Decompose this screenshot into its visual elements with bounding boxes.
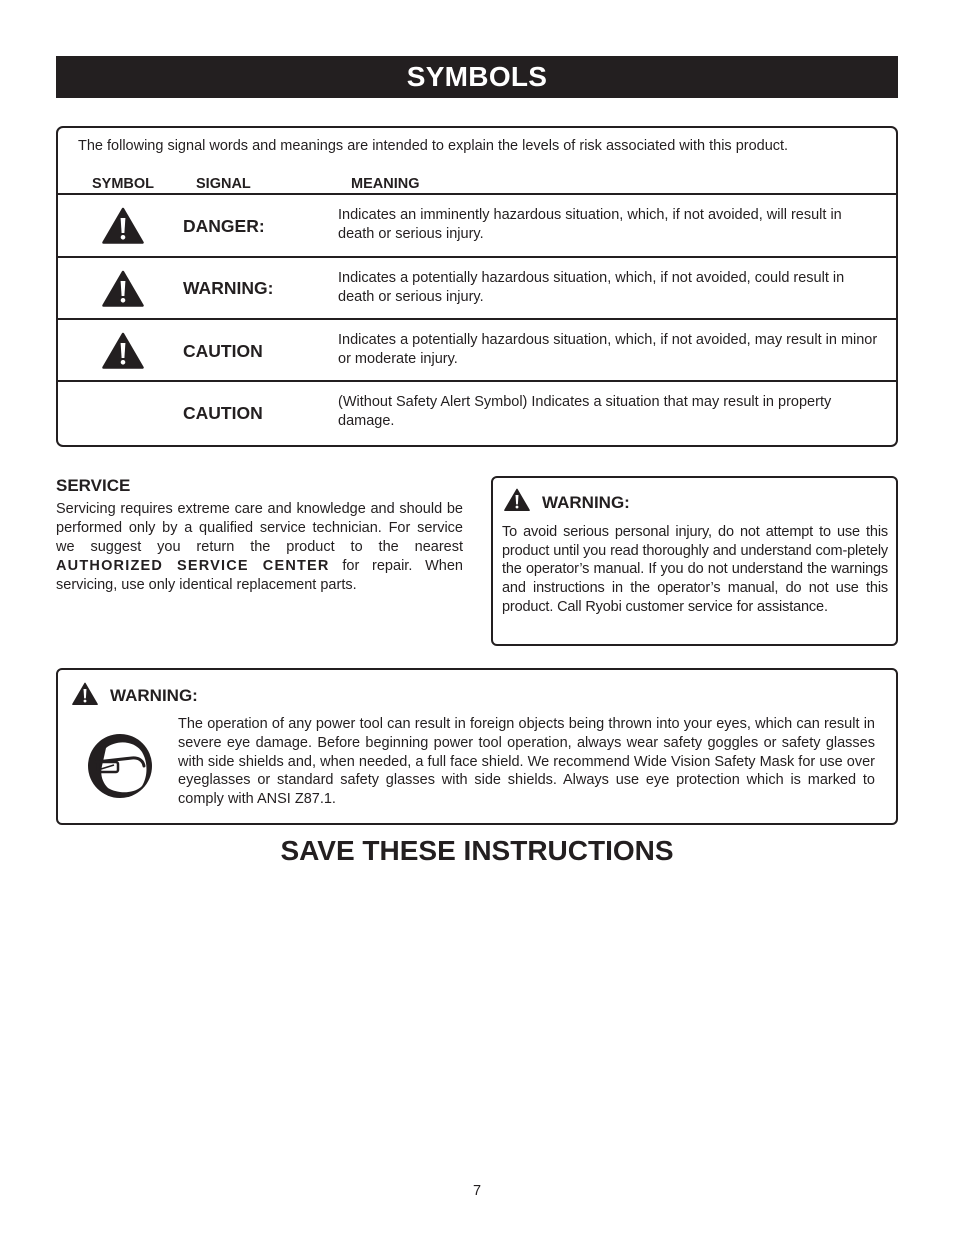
signal-meaning: Indicates a potentially hazardous situation, which, if not avoided, may result in minor or moderate injury.: [338, 332, 878, 367]
page-number: 7: [472, 1183, 482, 1199]
signal-meaning: Indicates a potentially hazardous situation, which, if not avoided, could result in death or serious injury.: [338, 270, 845, 305]
column-header-symbol: SYMBOL: [92, 176, 155, 192]
page-title: SYMBOLS: [56, 56, 898, 98]
column-header-meaning: MEANING: [351, 176, 420, 192]
table-row-caution: [58, 318, 896, 380]
signal-word: CAUTION: [183, 403, 263, 423]
table-row-warning: [58, 256, 896, 318]
symbols-table: [56, 126, 898, 447]
warning-triangle-icon: [72, 682, 98, 706]
warning-text: To avoid serious personal injury, do not attempt to use this product until you read thoroughly and understand com-pletely the operator’s manual. If you do not understand the warnings and instructions in the operator’s manual, do not use this product. Call Ryobi customer service for assistance.: [502, 524, 888, 615]
warning-triangle-icon: [504, 488, 530, 512]
warning-triangle-icon: [102, 270, 144, 308]
warning-box-manual: [491, 476, 898, 646]
service-paragraph: [56, 500, 463, 595]
signal-meaning: (Without Safety Alert Symbol) Indicates a situation that may result in property damage.: [338, 394, 832, 429]
authorized-service-center: AUTHORIZED SERVICE CENTER: [56, 558, 330, 574]
service-text-start: Servicing requires extreme care and knowledge and should be performed only by a qualified service technician. For service we suggest you return the product to the nearest: [56, 501, 463, 555]
signal-word: WARNING:: [183, 278, 274, 298]
table-row-danger: [58, 193, 896, 256]
service-heading: SERVICE: [56, 476, 131, 495]
service-text-end: for repair. When servicing, use only identical replacement parts.: [56, 558, 463, 593]
signal-word: DANGER:: [183, 216, 265, 236]
warning-triangle-icon: [102, 332, 144, 370]
signal-word: CAUTION: [183, 341, 263, 361]
warning-label: WARNING:: [542, 493, 630, 512]
column-header-signal: SIGNAL: [196, 176, 251, 192]
table-row-caution-property: [58, 380, 896, 443]
warning-text: The operation of any power tool can result in foreign objects being thrown into your eyes, which can result in severe eye damage. Before beginning power tool operation, always wear safety goggles or safety glasses with side shields and, when needed, a full face shield. We recommend Wide Vision Safety Mask for use over eyeglasses or standard safety glasses with side shields. Always use eye protection which is marked to comply with ANSI Z87.1.: [178, 716, 875, 808]
safety-goggles-icon: [86, 732, 154, 800]
warning-label: WARNING:: [110, 686, 198, 705]
table-intro: The following signal words and meanings are intended to explain the levels of risk associated with this product.: [78, 138, 789, 154]
warning-box-eye-protection: [56, 668, 898, 825]
warning-triangle-icon: [102, 207, 144, 245]
save-instructions-heading: SAVE THESE INSTRUCTIONS: [280, 835, 674, 866]
signal-meaning: Indicates an imminently hazardous situation, which, if not avoided, will result in death or serious injury.: [338, 207, 842, 242]
